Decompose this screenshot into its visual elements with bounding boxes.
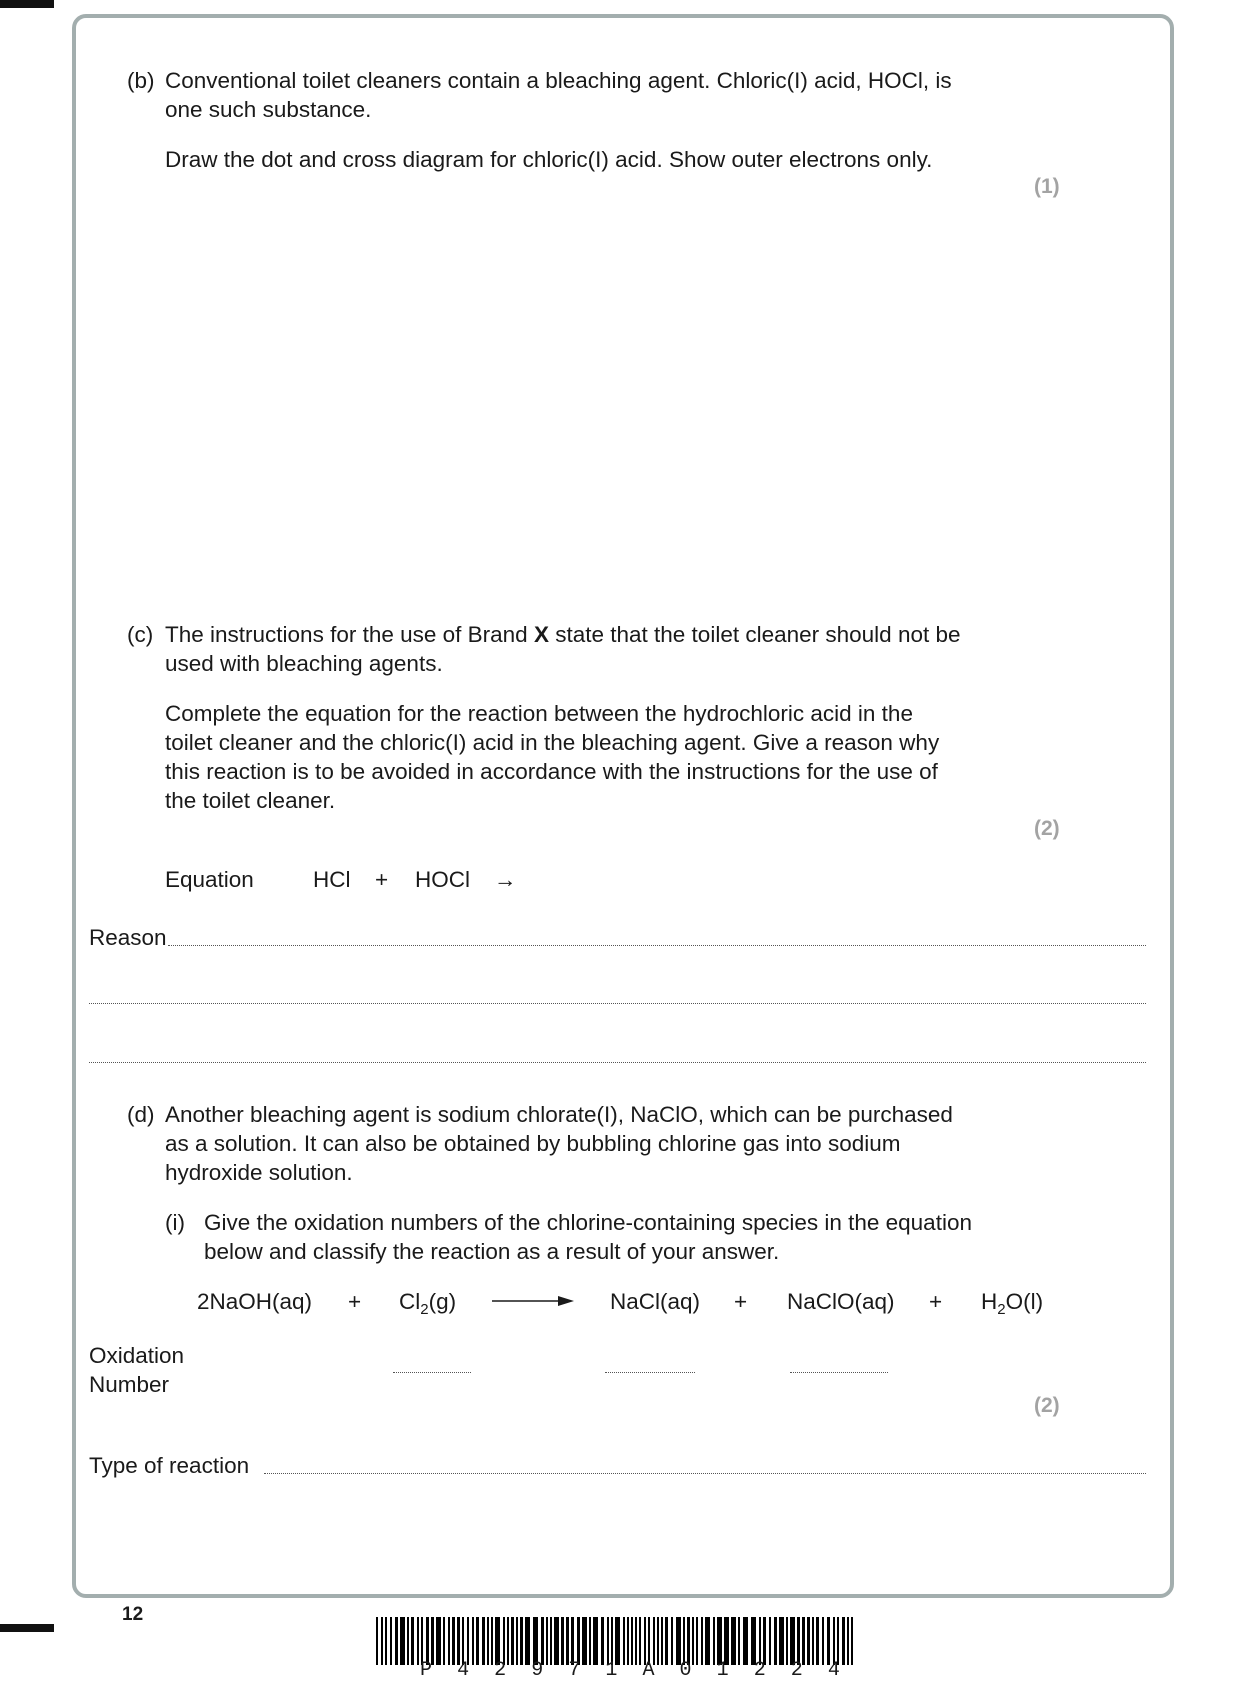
barcode-bar bbox=[476, 1617, 479, 1665]
barcode-bar bbox=[546, 1617, 548, 1665]
barcode-bar bbox=[717, 1617, 722, 1665]
part-c-marks: (2) bbox=[1034, 817, 1060, 840]
barcode-char: 0 bbox=[679, 1659, 692, 1682]
equation-label: Equation bbox=[165, 867, 254, 892]
barcode-bar bbox=[635, 1617, 637, 1665]
barcode-bar bbox=[812, 1617, 814, 1665]
barcode-char: 7 bbox=[568, 1659, 581, 1682]
barcode-bar bbox=[467, 1617, 469, 1665]
edge-mark-top bbox=[0, 0, 54, 8]
barcode-bar bbox=[827, 1617, 830, 1665]
part-b-instruction: Draw the dot and cross diagram for chloric(I) acid. Show outer electrons only. bbox=[165, 147, 933, 172]
eq-h2o-rest: O(l) bbox=[1005, 1289, 1044, 1314]
part-d-line2: as a solution. It can also be obtained by bubbling chlorine gas into sodium bbox=[165, 1131, 901, 1156]
barcode-bar bbox=[847, 1617, 849, 1665]
page-number: 12 bbox=[122, 1604, 144, 1625]
part-b-line2: one such substance. bbox=[165, 97, 372, 122]
part-d-line3: hydroxide solution. bbox=[165, 1160, 353, 1185]
equation-arrow: → bbox=[494, 867, 517, 892]
equation-plus: + bbox=[375, 867, 389, 892]
oxidation-number-cl2[interactable] bbox=[393, 1372, 471, 1373]
barcode-bar bbox=[615, 1617, 620, 1665]
barcode bbox=[376, 1617, 860, 1665]
barcode-bar bbox=[516, 1617, 518, 1665]
barcode-bar bbox=[582, 1617, 587, 1665]
barcode-bar bbox=[724, 1617, 729, 1665]
part-b-marks: (1) bbox=[1034, 175, 1060, 198]
barcode-bar bbox=[779, 1617, 784, 1665]
barcode-bar bbox=[390, 1617, 392, 1665]
barcode-bar bbox=[631, 1617, 633, 1665]
barcode-bar bbox=[738, 1617, 740, 1665]
barcode-bar bbox=[786, 1617, 788, 1665]
barcode-bar bbox=[566, 1617, 569, 1665]
barcode-bar bbox=[759, 1617, 761, 1665]
equation-products-space[interactable] bbox=[530, 862, 1050, 896]
part-c-para2-line2: toilet cleaner and the chloric(I) acid in the bleaching agent. Give a reason why bbox=[165, 730, 940, 755]
reason-answer-line-3[interactable] bbox=[89, 1062, 1146, 1063]
barcode-bar bbox=[571, 1617, 574, 1665]
eq-plus-3: + bbox=[929, 1289, 943, 1314]
eq-nacl: NaCl(aq) bbox=[610, 1289, 701, 1314]
barcode-bar bbox=[807, 1617, 810, 1665]
part-d-marks: (2) bbox=[1034, 1394, 1060, 1417]
barcode-bar bbox=[533, 1617, 538, 1665]
barcode-bar bbox=[457, 1617, 460, 1665]
barcode-bar bbox=[381, 1617, 383, 1665]
type-of-reaction-answer-line[interactable] bbox=[264, 1473, 1146, 1474]
barcode-bar bbox=[644, 1617, 646, 1665]
barcode-bar bbox=[661, 1617, 663, 1665]
barcode-char: 1 bbox=[716, 1659, 729, 1682]
barcode-bar bbox=[511, 1617, 514, 1665]
barcode-bar bbox=[495, 1617, 500, 1665]
oxidation-number-naclo[interactable] bbox=[790, 1372, 888, 1373]
barcode-bar bbox=[400, 1617, 405, 1665]
barcode-bar bbox=[676, 1617, 681, 1665]
barcode-bar bbox=[653, 1617, 655, 1665]
part-c-line1-pre: The instructions for the use of Brand bbox=[165, 622, 534, 647]
barcode-bar bbox=[671, 1617, 673, 1665]
barcode-bar bbox=[554, 1617, 559, 1665]
barcode-bar bbox=[385, 1617, 387, 1665]
barcode-bar bbox=[851, 1617, 853, 1665]
barcode-bar bbox=[426, 1617, 429, 1665]
barcode-bar bbox=[507, 1617, 509, 1665]
reason-answer-line-2[interactable] bbox=[89, 1003, 1146, 1004]
eq-cl2 bbox=[399, 1287, 456, 1316]
barcode-bar bbox=[683, 1617, 685, 1665]
barcode-bar bbox=[816, 1617, 819, 1665]
barcode-bar bbox=[705, 1617, 710, 1665]
barcode-bar bbox=[452, 1617, 455, 1665]
barcode-bar bbox=[692, 1617, 694, 1665]
barcode-bar bbox=[487, 1617, 489, 1665]
part-d-i-line2: below and classify the reaction as a result of your answer. bbox=[204, 1239, 780, 1264]
barcode-bar bbox=[648, 1617, 650, 1665]
oxidation-number-nacl[interactable] bbox=[605, 1372, 695, 1373]
reason-label: Reason bbox=[89, 925, 167, 950]
eq-naoh: 2NaOH(aq) bbox=[197, 1289, 313, 1314]
barcode-bar bbox=[842, 1617, 845, 1665]
barcode-char: 2 bbox=[494, 1659, 507, 1682]
barcode-bar bbox=[417, 1617, 419, 1665]
barcode-bar bbox=[627, 1617, 629, 1665]
barcode-bar bbox=[639, 1617, 641, 1665]
barcode-bar bbox=[443, 1617, 445, 1665]
type-of-reaction-label: Type of reaction bbox=[89, 1453, 250, 1478]
barcode-bar bbox=[713, 1617, 715, 1665]
barcode-bar bbox=[763, 1617, 766, 1665]
barcode-bar bbox=[802, 1617, 805, 1665]
barcode-bar bbox=[687, 1617, 690, 1665]
barcode-bar bbox=[436, 1617, 441, 1665]
barcode-bar bbox=[607, 1617, 609, 1665]
barcode-bar bbox=[407, 1617, 409, 1665]
barcode-char: 2 bbox=[753, 1659, 766, 1682]
barcode-bar bbox=[774, 1617, 777, 1665]
part-c-line2: used with bleaching agents. bbox=[165, 651, 443, 676]
part-b-line1: Conventional toilet cleaners contain a bleaching agent. Chloric(I) acid, HOCl, is bbox=[165, 68, 952, 93]
eq-h2o-subscript: 2 bbox=[997, 1301, 1006, 1318]
barcode-bar bbox=[503, 1617, 505, 1665]
barcode-bar bbox=[491, 1617, 493, 1665]
barcode-bar bbox=[411, 1617, 414, 1665]
barcode-bar bbox=[376, 1617, 378, 1665]
barcode-bar bbox=[743, 1617, 748, 1665]
oxidation-label-line1: Oxidation bbox=[89, 1343, 185, 1368]
barcode-char: 4 bbox=[457, 1659, 470, 1682]
barcode-bar bbox=[731, 1617, 736, 1665]
barcode-bar bbox=[837, 1617, 839, 1665]
part-c-line1-post: state that the toilet cleaner should not be bbox=[548, 622, 961, 647]
barcode-bar bbox=[472, 1617, 474, 1665]
part-d-label: (d) bbox=[127, 1102, 155, 1127]
part-d-line1: Another bleaching agent is sodium chlorate(I), NaClO, which can be purchased bbox=[165, 1102, 953, 1127]
barcode-bar bbox=[790, 1617, 795, 1665]
barcode-bar bbox=[623, 1617, 625, 1665]
barcode-char: A bbox=[642, 1659, 655, 1682]
barcode-bar bbox=[611, 1617, 613, 1665]
barcode-bar bbox=[601, 1617, 604, 1665]
part-c-para2-line4: the toilet cleaner. bbox=[165, 788, 336, 813]
barcode-bar bbox=[589, 1617, 591, 1665]
barcode-char: 9 bbox=[531, 1659, 544, 1682]
brand-x: X bbox=[533, 622, 549, 647]
barcode-char: P bbox=[420, 1659, 433, 1682]
barcode-char: 1 bbox=[605, 1659, 618, 1682]
eq-h2o bbox=[981, 1287, 1043, 1316]
barcode-bar bbox=[665, 1617, 668, 1665]
eq-cl2-subscript: 2 bbox=[420, 1301, 429, 1318]
diagram-answer-space[interactable] bbox=[120, 215, 1120, 595]
barcode-bar bbox=[577, 1617, 580, 1665]
barcode-bar bbox=[482, 1617, 485, 1665]
part-d-i-label: (i) bbox=[165, 1210, 185, 1235]
barcode-bar bbox=[593, 1617, 598, 1665]
eq-cl2-symbol: Cl bbox=[399, 1289, 421, 1314]
part-b-label: (b) bbox=[127, 68, 155, 93]
barcode-bar bbox=[696, 1617, 698, 1665]
eq-plus-2: + bbox=[734, 1289, 748, 1314]
barcode-bar bbox=[431, 1617, 434, 1665]
equation-hocl: HOCl bbox=[415, 867, 470, 892]
part-d-i-line1: Give the oxidation numbers of the chlorine-containing species in the equation bbox=[204, 1210, 972, 1235]
barcode-bar bbox=[448, 1617, 450, 1665]
barcode-bar bbox=[701, 1617, 703, 1665]
reaction-arrow bbox=[492, 1293, 574, 1309]
eq-plus-1: + bbox=[348, 1289, 362, 1314]
barcode-bar bbox=[751, 1617, 756, 1665]
part-c-para2-line1: Complete the equation for the reaction between the hydrochloric acid in the bbox=[165, 701, 913, 726]
equation-hcl: HCl bbox=[313, 867, 351, 892]
eq-h2o-h: H bbox=[981, 1289, 998, 1314]
barcode-text bbox=[420, 1659, 840, 1682]
barcode-bar bbox=[769, 1617, 771, 1665]
barcode-char: 2 bbox=[790, 1659, 803, 1682]
part-c-para2-line3: this reaction is to be avoided in accordance with the instructions for the use of bbox=[165, 759, 938, 784]
barcode-bar bbox=[550, 1617, 552, 1665]
part-c-line1 bbox=[165, 620, 961, 649]
edge-mark-bottom bbox=[0, 1624, 54, 1632]
barcode-bar bbox=[797, 1617, 800, 1665]
barcode-bar bbox=[541, 1617, 544, 1665]
barcode-bar bbox=[525, 1617, 530, 1665]
barcode-bar bbox=[421, 1617, 423, 1665]
part-c-label: (c) bbox=[127, 622, 154, 647]
barcode-bar bbox=[561, 1617, 564, 1665]
barcode-char: 4 bbox=[827, 1659, 840, 1682]
eq-naclo: NaClO(aq) bbox=[787, 1289, 895, 1314]
eq-cl2-state: (g) bbox=[428, 1289, 457, 1314]
oxidation-label-line2: Number bbox=[89, 1372, 170, 1397]
barcode-bar bbox=[520, 1617, 523, 1665]
barcode-bar bbox=[462, 1617, 464, 1665]
reason-answer-line-1[interactable] bbox=[168, 945, 1146, 946]
barcode-bar bbox=[822, 1617, 824, 1665]
barcode-bar bbox=[395, 1617, 398, 1665]
barcode-bar bbox=[833, 1617, 835, 1665]
barcode-bar bbox=[657, 1617, 659, 1665]
